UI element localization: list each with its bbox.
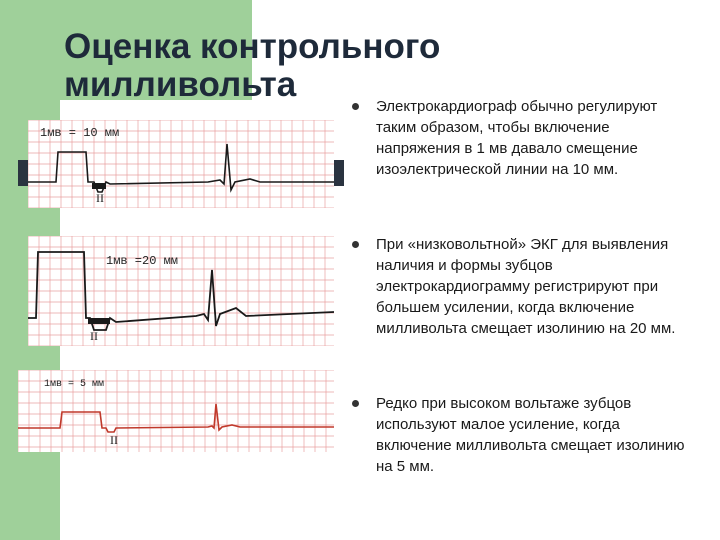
ecg-scale-label: 1мв = 10 мм xyxy=(40,126,120,140)
ecg-lead-marker xyxy=(88,318,110,324)
ecg-scale-label: 1мв =20 мм xyxy=(106,254,179,268)
ecg-lead-marker xyxy=(92,183,106,189)
ecg-scale-label: 1мв = 5 мм xyxy=(44,379,105,390)
bullet-text: Электрокардиограф обычно регулируют таким образом, чтобы включение напряжения в 1 мв давало смещение изоэлектрической линии на 10 мм. xyxy=(376,98,658,178)
ecg-strip-20mm-svg xyxy=(28,236,334,346)
bullet-dot xyxy=(352,400,359,407)
bullet-dot xyxy=(352,241,359,248)
bullet-item-3 xyxy=(352,393,692,477)
ecg-lead-label: II xyxy=(110,433,118,447)
bullet-item-1 xyxy=(352,96,692,180)
ecg-strip-20mm xyxy=(28,236,334,346)
bullet-item-2 xyxy=(352,234,692,339)
ecg-lead-label: II xyxy=(96,191,104,205)
ecg-trace xyxy=(28,144,334,192)
ecg-strip-5mm xyxy=(18,370,334,452)
ecg-strip-10mm xyxy=(28,120,334,208)
ecg-strip-10mm-svg xyxy=(28,120,334,208)
ecg-trace xyxy=(18,404,334,432)
hidden-bar-right xyxy=(334,160,344,186)
slide-title: Оценка контрольного милливольта xyxy=(64,27,441,104)
ecg-strip-5mm-svg xyxy=(18,370,334,452)
ecg-lead-label: II xyxy=(90,329,98,343)
bullet-dot xyxy=(352,103,359,110)
bullet-text: Редко при высоком вольтаже зубцов используют малое усиление, когда включение милливольта смещает изолинию на 5 мм. xyxy=(376,395,685,475)
bullet-text: При «низковольтной» ЭКГ для выявления наличия и формы зубцов электрокардиограмму регистрируют при большем усилении, когда включение милливольта смещает изолинию на 20 мм. xyxy=(376,236,676,337)
